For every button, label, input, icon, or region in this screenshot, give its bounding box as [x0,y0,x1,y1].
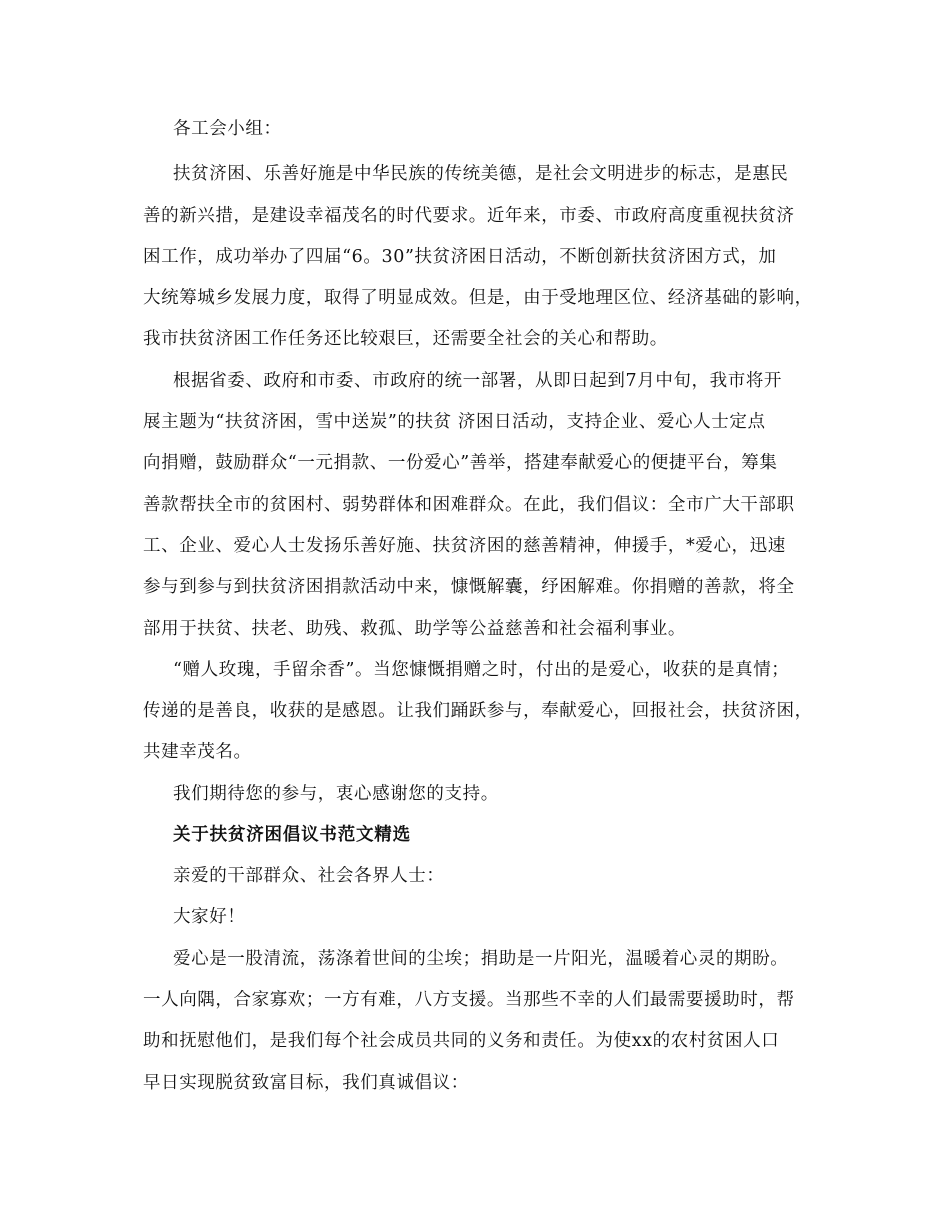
greeting: 大家好！ [173,907,246,927]
paragraph-line: 我市扶贫济困工作任务还比较艰巨，还需要全社会的关心和帮助。 [143,329,668,349]
paragraph-line: 一人向隅，合家寡欢；一方有难，八方支援。当那些不幸的人们最需要援助时，帮 [143,990,795,1010]
paragraph-line: 共建幸茂名。 [143,742,252,762]
paragraph-line: 扶贫济困、乐善好施是中华民族的传统美德，是社会文明进步的标志，是惠民 [173,164,789,184]
paragraph-line: 根据省委、政府和市委、市政府的统一部署，从即日起到7月中旬，我市将开 [173,371,783,391]
paragraph-line: 困工作，成功举办了四届“6。30”扶贫济困日活动，不断创新扶贫济困方式，加 [143,247,777,267]
paragraph-line: 向捐赠，鼓励群众“一元捐款、一份爱心”善举，搭建奉献爱心的便捷平台，筹集 [143,453,778,473]
paragraph-line: 展主题为“扶贫济困，雪中送炭”的扶贫 济困日活动，支持企业、爱心人士定点 [143,412,766,432]
paragraph-line: 大统筹城乡发展力度，取得了明显成效。但是，由于受地理区位、经济基础的影响， [143,288,813,308]
paragraph-line: 工、企业、爱心人士发扬乐善好施、扶贫济困的慈善精神，伸援手，*爱心，迅速 [143,536,786,556]
paragraph-line: 传递的是善良，收获的是感恩。让我们踊跃参与，奉献爱心，回报社会，扶贫济困， [143,701,813,721]
paragraph-line: 助和抚慰他们，是我们每个社会成员共同的义务和责任。为使xx的农村贫困人口 [143,1031,780,1051]
paragraph-line: 参与到参与到扶贫济困捐款活动中来，慷慨解囊，纾困解难。你捐赠的善款，将全 [143,577,795,597]
paragraph-line: 部用于扶贫、扶老、助残、救孤、助学等公益慈善和社会福利事业。 [143,619,686,639]
paragraph-line: 我们期待您的参与，衷心感谢您的支持。 [173,784,499,804]
paragraph-line: 爱心是一股清流，荡涤着世间的尘埃；捐助是一片阳光，温暖着心灵的期盼。 [173,949,789,969]
salutation: 亲爱的干部群众、社会各界人士： [173,866,445,886]
paragraph-line: 善款帮扶全市的贫困村、弱势群体和困难群众。在此，我们倡议：全市广大干部职 [143,495,795,515]
paragraph-line: 早日实现脱贫致富目标，我们真诚倡议： [143,1073,469,1093]
salutation: 各工会小组： [173,119,282,139]
section-heading: 关于扶贫济困倡议书范文精选 [173,825,411,845]
paragraph-line: 善的新兴措，是建设幸福茂名的时代要求。近年来，市委、市政府高度重视扶贫济 [143,206,795,226]
paragraph-line: “赠人玫瑰，手留余香”。当您慷慨捐赠之时，付出的是爱心，收获的是真情； [173,660,790,680]
